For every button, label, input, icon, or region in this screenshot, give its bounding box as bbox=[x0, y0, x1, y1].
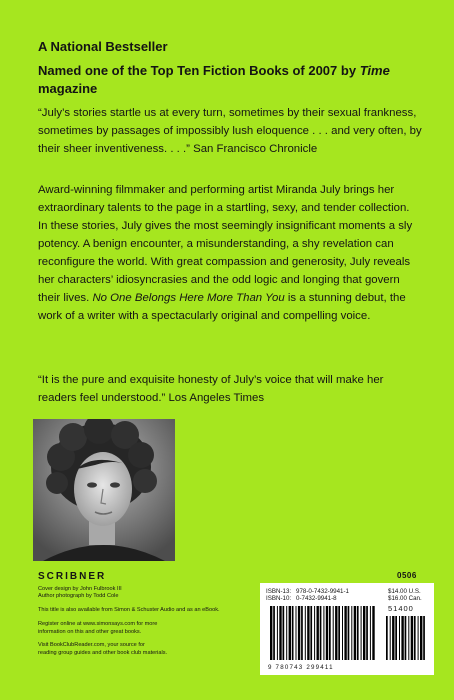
barcode-bar bbox=[401, 616, 403, 660]
bestseller-heading: A National Bestseller bbox=[38, 39, 168, 54]
book-description bbox=[38, 181, 422, 325]
review-quote-2 bbox=[38, 371, 422, 407]
barcode-bar bbox=[277, 606, 278, 660]
description-text: Award-winning filmmaker and performing artist Miranda July brings her extraordinary talents to the page in a startling, sexy, and tender collection. In these stories, July gives the most seemingly insignificant moments a sly potency. A benign encounter, a misunderstanding, a shy revelation can reconfigure the world. With great compassion and generosity, July reveals her characters’ idiosyncrasies and the odd logic and longing that govern their lives. bbox=[38, 184, 413, 304]
quote-1-text: “July’s stories startle us at every turn, sometimes by their sexual frankness, sometimes by passages of impossibly lush eloquence . . . and very often, by their sheer inventiveness. . . .” bbox=[38, 107, 422, 155]
barcode-bar bbox=[372, 606, 374, 660]
ean-bars bbox=[270, 606, 375, 660]
barcode-icon bbox=[266, 606, 428, 662]
barcode-bar bbox=[361, 606, 362, 660]
book-club-note-line-2: reading group guides and other book club materials. bbox=[38, 650, 168, 656]
author-portrait-image bbox=[33, 419, 175, 561]
barcode-bar bbox=[296, 606, 297, 660]
barcode-bar bbox=[395, 616, 397, 660]
barcode-bar bbox=[301, 606, 303, 660]
addon-number: 51400 bbox=[388, 604, 414, 613]
barcode-bar bbox=[310, 606, 312, 660]
barcode-number: 9 780743 299411 bbox=[268, 664, 334, 671]
barcode-bar bbox=[344, 606, 346, 660]
magazine-word: magazine bbox=[38, 81, 98, 96]
barcode-box bbox=[260, 583, 434, 675]
barcode-bar bbox=[399, 616, 400, 660]
barcode-bar bbox=[414, 616, 416, 660]
addon-bars bbox=[386, 616, 425, 660]
quote-2-text: “It is the pure and exquisite honesty of July’s voice that will make her readers feel understood.” bbox=[38, 374, 384, 404]
barcode-bar bbox=[307, 606, 309, 660]
barcode-bar bbox=[392, 616, 394, 660]
barcode-bar bbox=[338, 606, 340, 660]
barcode-bar bbox=[286, 606, 287, 660]
barcode-bar bbox=[411, 616, 413, 660]
barcode-bar bbox=[305, 606, 306, 660]
register-note-line-1: Register online at www.simonsays.com for more bbox=[38, 621, 158, 627]
publisher-name: SCRIBNER bbox=[38, 571, 107, 582]
barcode-bar bbox=[342, 606, 343, 660]
barcode-bar bbox=[335, 606, 337, 660]
isbn13-value: 978-0-7432-9941-1 bbox=[296, 588, 349, 595]
barcode-bar bbox=[354, 606, 356, 660]
barcode-bar bbox=[423, 616, 425, 660]
barcode-bar bbox=[298, 606, 300, 660]
book-club-note-line-1: Visit BookClubReader.com, your source for bbox=[38, 642, 145, 648]
barcode-bar bbox=[314, 606, 315, 660]
barcode-bar bbox=[420, 616, 422, 660]
author-photo bbox=[33, 419, 175, 561]
quote-1-source: San Francisco Chronicle bbox=[193, 143, 318, 155]
barcode-bar bbox=[317, 606, 319, 660]
barcode-bar bbox=[418, 616, 419, 660]
top-ten-heading bbox=[38, 62, 418, 98]
barcode-bar bbox=[323, 606, 324, 660]
quote-2-source: Los Angeles Times bbox=[168, 392, 265, 404]
barcode-bar bbox=[390, 616, 391, 660]
description-closing: is a stunning debut, the work of a writer with a spectacularly original and compelling voice. bbox=[38, 292, 406, 322]
barcode-bar bbox=[289, 606, 291, 660]
book-title: No One Belongs Here More Than You bbox=[92, 292, 285, 304]
us-price: $14.00 U.S. bbox=[388, 588, 421, 595]
barcode-bar bbox=[273, 606, 275, 660]
barcode-bar bbox=[351, 606, 352, 660]
author-photo-credit: Author photograph by Todd Cole bbox=[38, 593, 119, 599]
barcode-bar bbox=[386, 616, 388, 660]
barcode-bar bbox=[270, 606, 272, 660]
isbn10-value: 0-7432-9941-8 bbox=[296, 595, 337, 602]
barcode-bar bbox=[326, 606, 328, 660]
isbn10-label: ISBN-10: bbox=[266, 595, 292, 602]
barcode-bar bbox=[283, 606, 285, 660]
availability-note: This title is also available from Simon & Schuster Audio and as an eBook. bbox=[38, 607, 220, 613]
barcode-bar bbox=[320, 606, 322, 660]
barcode-bar bbox=[329, 606, 331, 660]
print-code: 0506 bbox=[397, 571, 417, 580]
cover-design-credit: Cover design by John Fulbrook III bbox=[38, 586, 122, 592]
top-ten-text: Named one of the Top Ten Fiction Books of 2007 by bbox=[38, 63, 357, 78]
review-quote-1 bbox=[38, 104, 422, 158]
isbn13-label: ISBN-13: bbox=[266, 588, 292, 595]
canada-price: $16.00 Can. bbox=[388, 595, 422, 602]
barcode-bar bbox=[363, 606, 365, 660]
barcode-bar bbox=[357, 606, 359, 660]
barcode-bar bbox=[333, 606, 334, 660]
barcode-bar bbox=[348, 606, 350, 660]
barcode-bar bbox=[292, 606, 294, 660]
barcode-bar bbox=[405, 616, 407, 660]
barcode-bar bbox=[366, 606, 368, 660]
magazine-title: Time bbox=[359, 63, 390, 78]
barcode-bar bbox=[408, 616, 409, 660]
barcode-bar bbox=[279, 606, 281, 660]
register-note-line-2: information on this and other great books. bbox=[38, 629, 142, 635]
barcode-bar bbox=[370, 606, 371, 660]
